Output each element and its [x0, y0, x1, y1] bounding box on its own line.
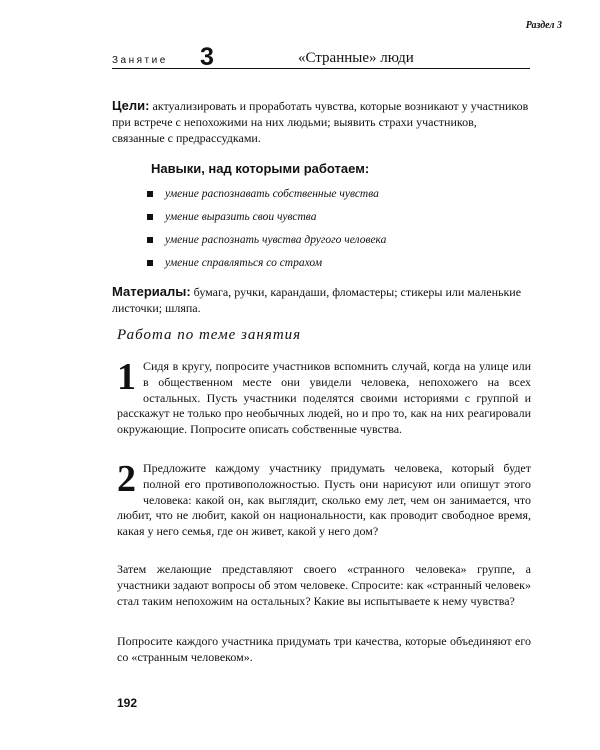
lesson-header — [112, 43, 530, 71]
paragraph-4: Попросите каждого участника придумать три качества, которые объединяют его со «странным человеком». — [117, 634, 531, 664]
skills-heading: Навыки, над которыми работаем: — [151, 161, 370, 176]
step-2 — [117, 458, 531, 540]
skills-list — [147, 182, 527, 274]
list-item — [147, 182, 527, 205]
goals-paragraph — [112, 98, 532, 146]
skill-text: умение выразить свои чувства — [165, 210, 317, 223]
materials-label: Материалы: — [112, 284, 191, 299]
step-text: Сидя в кругу, попросите участников вспомнить случай, когда на улице или в общественном месте они увидели человека, непохожего на всех остальных. Пусть участники поделятся своими историями с группой и расскажут не только про необычных людей, но и про то, как на них реагировали окружающие. Попросите описать собственные чувства. — [117, 359, 531, 437]
step-text: Предложите каждому участнику придумать человека, который будет полной его противоположностью. Пусть они нарисуют или опишут этого человека: какой он, как выглядит, сколько ему лет, чем он занимается, что любит, что не любит, какой он национальности, как проводит свободное время, какая у него семья, где он живет, какой у него дом? — [117, 461, 531, 539]
page-number: 192 — [117, 696, 138, 710]
square-bullet-icon — [147, 191, 153, 197]
square-bullet-icon — [147, 260, 153, 266]
square-bullet-icon — [147, 237, 153, 243]
step-number: 2 — [117, 458, 136, 500]
step-1 — [117, 356, 531, 438]
square-bullet-icon — [147, 214, 153, 220]
list-item — [147, 228, 527, 251]
goals-text: актуализировать и проработать чувства, которые возникают у участников при встрече с непохожими на них людьми; выявить страхи участников, связанные с предрассудками. — [112, 99, 529, 145]
lesson-number: 3 — [200, 43, 214, 71]
lesson-word: Занятие — [112, 55, 168, 66]
skill-text: умение справляться со страхом — [165, 256, 323, 269]
list-item — [147, 205, 527, 228]
lesson-title: «Странные» люди — [298, 50, 414, 66]
section-label: Раздел 3 — [525, 20, 562, 31]
goals-label: Цели: — [112, 98, 150, 113]
skill-text: умение распознавать собственные чувства — [165, 187, 379, 200]
work-heading: Работа по теме занятия — [117, 327, 302, 343]
list-item — [147, 251, 527, 274]
step-number: 1 — [117, 356, 136, 398]
skill-text: умение распознать чувства другого человека — [165, 233, 387, 246]
materials-text: бумага, ручки, карандаши, фломастеры; стикеры или маленькие листочки; шляпа. — [112, 285, 522, 315]
paragraph-3: Затем желающие представляют своего «странного человека» группе, а участники задают вопросы об этом человеке. Спросите: как «странный человек» стал таким непохожим на остальных? Какие вы испытываете к нему чувства? — [117, 562, 531, 608]
materials-paragraph — [112, 284, 532, 316]
